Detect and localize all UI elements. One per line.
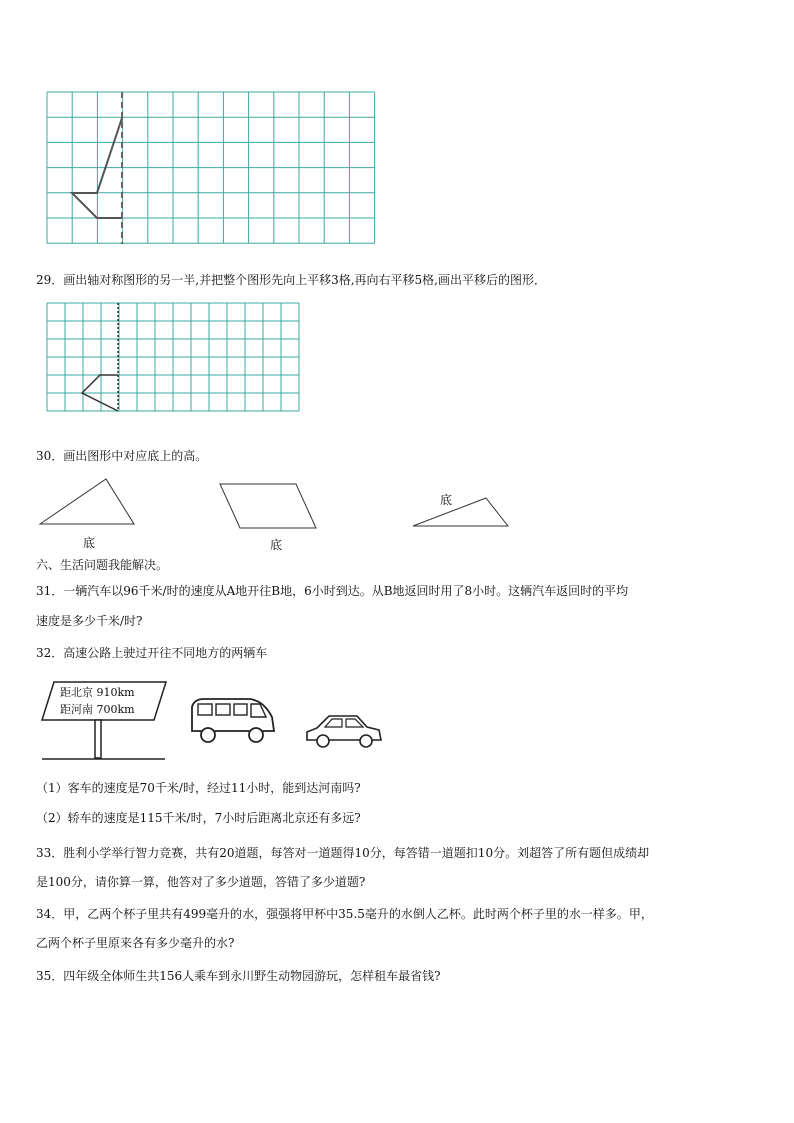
car-icon [303,710,385,752]
grid-figure-28 [47,92,377,247]
question-32: 32．高速公路上驶过开往不同地方的两辆车 [36,646,268,660]
question-30: 30．画出图形中对应底上的高。 [36,449,208,463]
question-34-line-1: 34．甲，乙两个杯子里共有499毫升的水，强强将甲杯中35.5毫升的水倒人乙杯。此时两个杯子里的水一样多。甲， [36,907,653,921]
sign-text-henan: 距河南 700km [60,703,135,716]
question-35: 35．四年级全体师生共156人乘车到永川野生动物园游玩，怎样租车最省钱? [36,969,441,983]
bus-icon [188,695,280,747]
question-31-line-1: 31．一辆汽车以96千米/时的速度从A地开往B地，6小时到达。从B地返回时用了8小时。这辆汽车返回时的平均 [36,584,629,598]
question-32-sub-1: （1）客车的速度是70千米/时，经过11小时，能到达河南吗? [36,781,361,795]
triangle-2 [413,498,508,526]
triangle-1 [40,479,134,524]
base-label-3: 底 [440,493,453,507]
grid-figure-29 [47,303,301,415]
question-34-line-2: 乙两个杯子里原来各有多少毫升的水? [36,936,235,950]
question-33-line-2: 是100分，请你算一算，他答对了多少道题，答错了多少道题? [36,875,366,889]
question-33-line-1: 33．胜利小学举行智力竞赛，共有20道题，每答对一道题得10分，每答错一道题扣10分。刘超答了所有题但成绩却 [36,846,650,860]
question-29: 29．画出轴对称图形的另一半,并把整个图形先向上平移3格,再向右平移5格,画出平移后的图形． [36,273,546,287]
section-6-heading: 六、生活问题我能解决。 [36,558,169,572]
parallelogram [220,484,316,528]
question-32-sub-2: （2）轿车的速度是115千米/时，7小时后距离北京还有多远? [36,811,361,825]
height-shapes [0,470,794,560]
question-31-line-2: 速度是多少千米/时? [36,614,143,628]
sign-text-beijing: 距北京 910km [60,686,135,699]
base-label-1: 底 [83,536,96,550]
base-label-2: 底 [270,538,283,552]
